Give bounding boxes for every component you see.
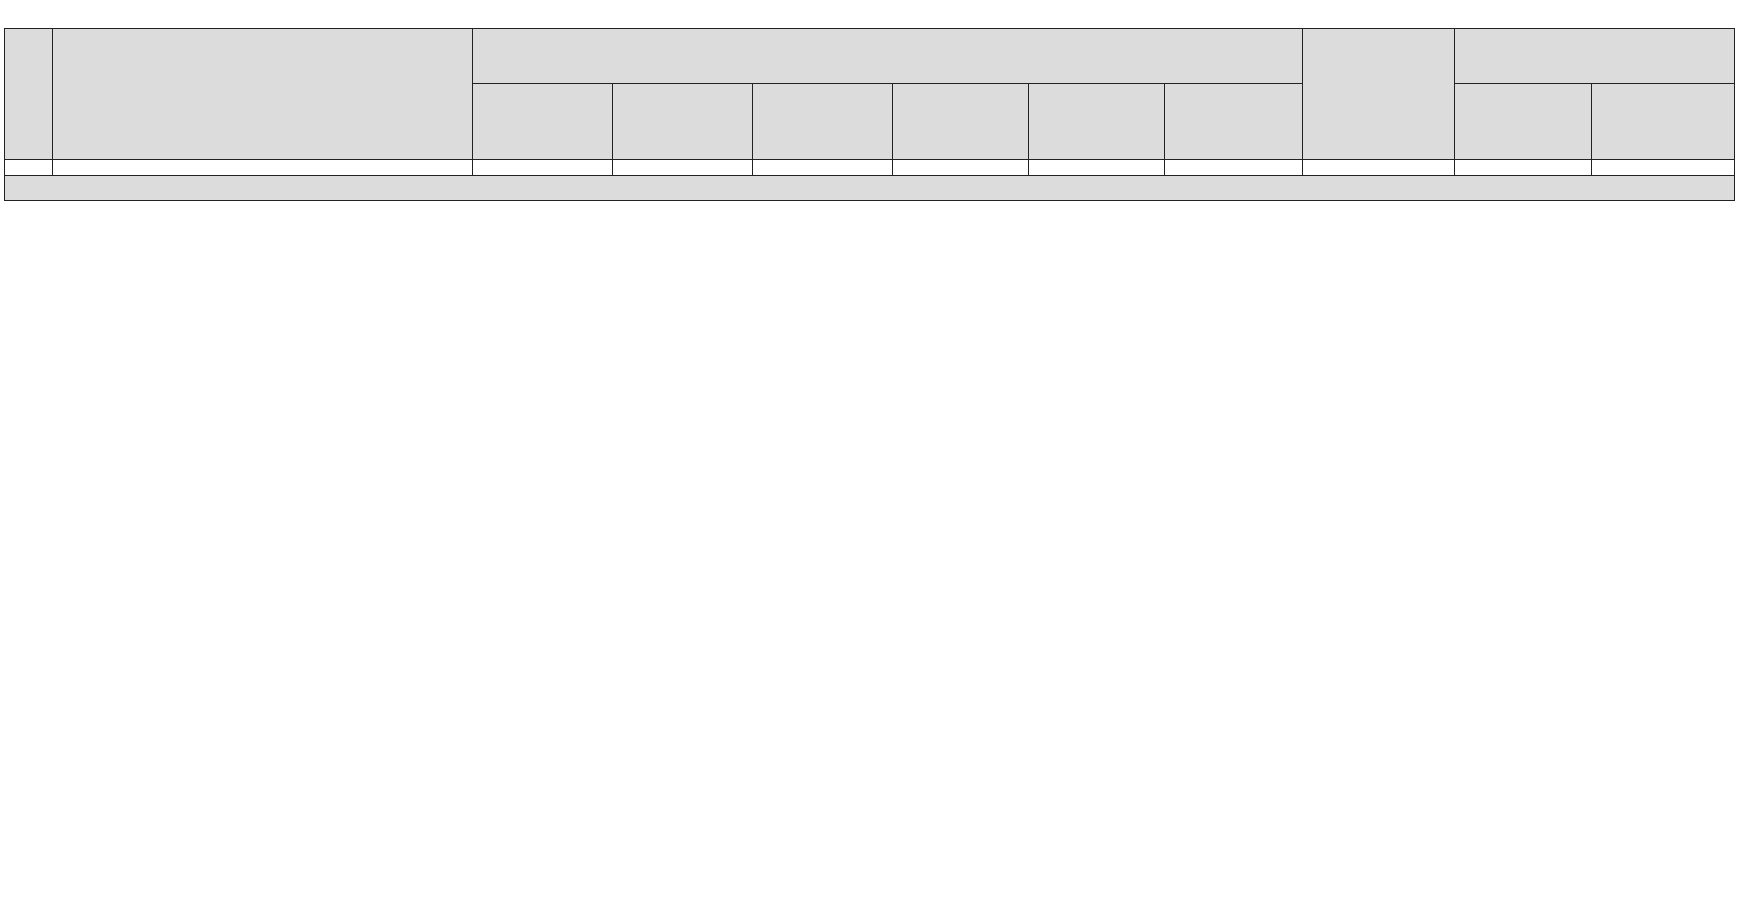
col-number bbox=[5, 160, 53, 176]
col-number bbox=[753, 160, 893, 176]
header-col-informacji bbox=[473, 84, 613, 160]
column-number-row bbox=[5, 160, 1735, 176]
header-col-edukacji bbox=[893, 84, 1029, 160]
header-col-cyfrowe bbox=[1592, 84, 1735, 160]
col-number bbox=[613, 160, 753, 176]
col-number bbox=[1303, 160, 1455, 176]
header-zadania bbox=[473, 29, 1303, 84]
header-col-analogowe bbox=[1455, 84, 1592, 160]
header-rozpowszechnianie bbox=[1455, 29, 1735, 84]
col-number bbox=[1455, 160, 1592, 176]
header-wyszczegolnienie bbox=[53, 29, 473, 160]
header-razem bbox=[1303, 29, 1455, 160]
header-col-rozrywki bbox=[1165, 84, 1303, 160]
header-col-sportu bbox=[1029, 84, 1165, 160]
col-number bbox=[53, 160, 473, 176]
section-label bbox=[5, 176, 1735, 201]
col-number bbox=[473, 160, 613, 176]
header-lp bbox=[5, 29, 53, 160]
col-number bbox=[1029, 160, 1165, 176]
col-number bbox=[893, 160, 1029, 176]
header-col-publicystyki bbox=[613, 84, 753, 160]
col-number bbox=[1165, 160, 1303, 176]
header-col-kultury bbox=[753, 84, 893, 160]
col-number bbox=[1592, 160, 1735, 176]
report-table bbox=[4, 28, 1735, 201]
